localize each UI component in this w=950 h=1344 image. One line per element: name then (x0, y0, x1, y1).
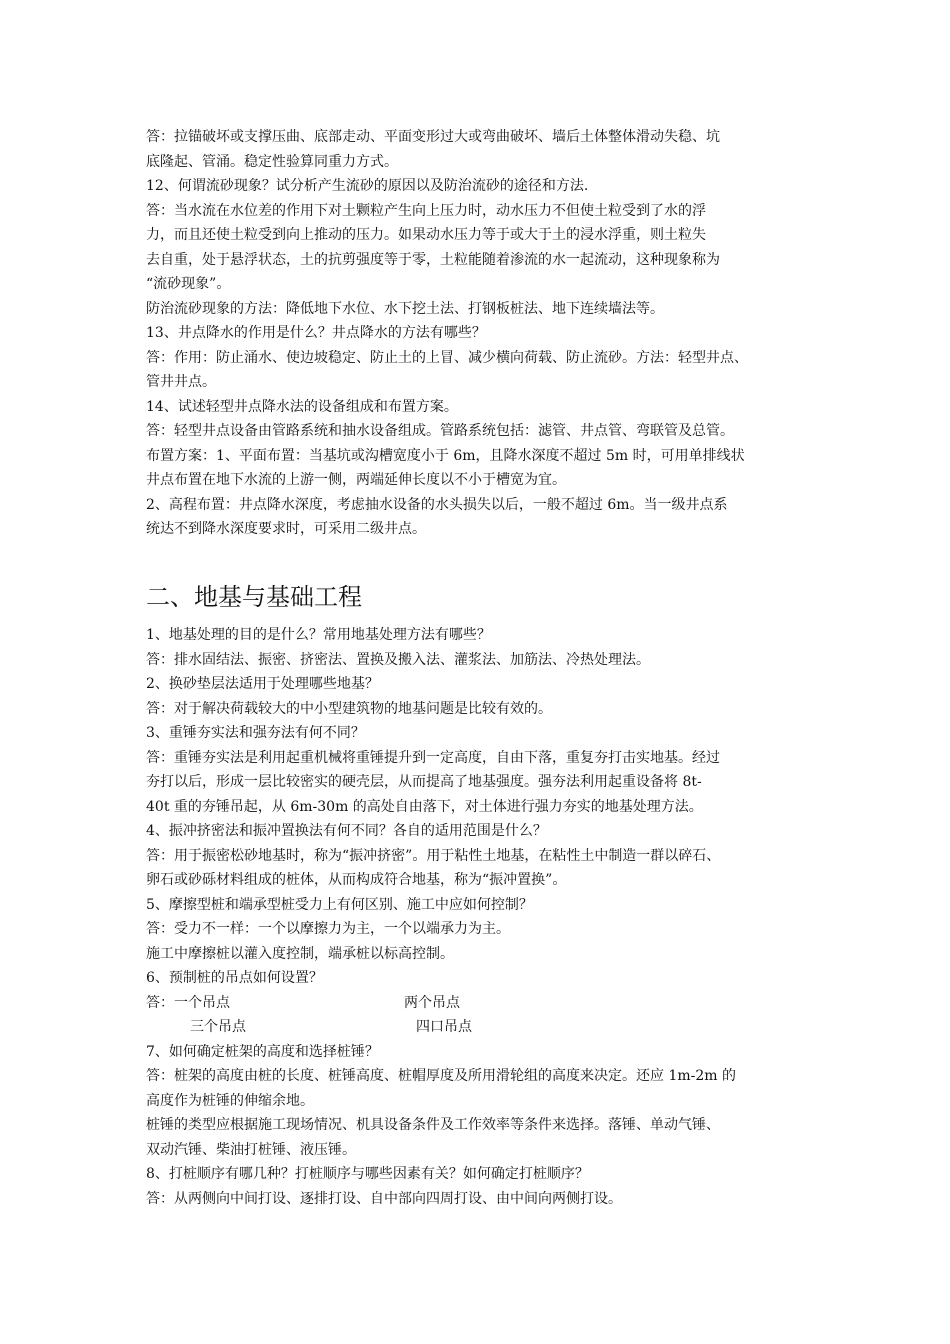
question-4: 4、振冲挤密法和振冲置换法有何不同？各自的适用范围是什么？ (146, 823, 547, 839)
question-13: 13、井点降水的作用是什么？井点降水的方法有哪些？ (146, 325, 486, 341)
question-3: 3、重锤夯实法和强夯法有何不同？ (146, 725, 365, 741)
text-line: 底隆起、管涌。稳定性验算同重力方式。 (146, 153, 398, 170)
text-line: 答：从两侧向中间打设、逐排打设、自中部向四周打设、由中间向两侧打设。 (146, 1190, 622, 1207)
text-line: “流砂现象”。 (146, 276, 231, 292)
text-line: 答：对于解决荷载较大的中小型建筑物的地基问题是比较有效的。 (146, 700, 552, 717)
text-line: 井点布置在地下水流的上游一侧，两端延伸长度以不小于槽宽为宜。 (146, 472, 566, 488)
text-line: 高度作为桩锤的伸缩余地。 (146, 1092, 314, 1109)
text-line: 答：重锤夯实法是利用起重机械将重锤提升到一定高度，自由下落，重复夯打击实地基。经过 (146, 749, 720, 766)
question-8: 8、打桩顺序有哪几种？打桩顺序与哪些因素有关？如何确定打桩顺序？ (146, 1166, 589, 1182)
text-line: 答：用于振密松砂地基时，称为“振冲挤密”。用于粘性土地基，在粘性土中制造一群以碎石、 (146, 847, 721, 864)
text-line: 答：当水流在水位差的作用下对土颗粒产生向上压力时，动水压力不但使土粒受到了水的浮 (146, 202, 706, 219)
liftpoints-row-2 (146, 1015, 814, 1040)
part1-text (146, 125, 814, 542)
text-line: 答：排水固结法、振密、挤密法、置换及搬入法、灌浆法、加筋法、冷热处理法。 (146, 651, 650, 668)
text-line: 答：受力不一样：一个以摩擦力为主，一个以端承力为主。 (146, 921, 510, 937)
liftpoint-two: 两个吊点 (404, 994, 460, 1011)
text-line: 答：作用：防止涌水、使边坡稳定、防止土的上冒、减少横向荷载、防止流砂。方法：轻型井点、 (146, 349, 748, 366)
text-line: 去自重，处于悬浮状态，土的抗剪强度等于零，土粒能随着渗流的水一起流动，这种现象称为 (146, 251, 720, 268)
liftpoint-three: 三个吊点 (190, 1019, 246, 1035)
liftpoint-one: 答：一个吊点 (146, 994, 230, 1011)
question-6: 6、预制桩的吊点如何设置？ (146, 970, 323, 986)
text-line: 布置方案：1、平面布置：当基坑或沟槽宽度小于 6m，且降水深度不超过 5m 时，可用单排线状 (146, 447, 745, 464)
text-line: 答：拉锚破坏或支撑压曲、底部走动、平面变形过大或弯曲破坏、墙后土体整体滑动失稳、坑 (146, 129, 720, 145)
question-1: 1、地基处理的目的是什么？常用地基处理方法有哪些？ (146, 627, 491, 643)
text-line: 双动汽锤、柴油打桩锤、液压锤。 (146, 1141, 356, 1158)
question-7: 7、如何确定桩架的高度和选择桩锤？ (146, 1043, 379, 1060)
text-line: 40t 重的夯锤吊起，从 6m-30m 的高处自由落下，对土体进行强力夯实的地基处理方法。 (146, 798, 703, 815)
liftpoints-row-1 (146, 991, 814, 1016)
text-line: 夯打以后，形成一层比较密实的硬壳层，从而提高了地基强度。强夯法利用起重设备将 8t- (146, 774, 702, 790)
text-line: 答：轻型井点设备由管路系统和抽水设备组成。管路系统包括：滤管、井点管、弯联管及总管。 (146, 423, 734, 439)
text-line: 统达不到降水深度要求时，可采用二级井点。 (146, 521, 426, 537)
text-line: 施工中摩擦桩以灌入度控制，端承桩以标高控制。 (146, 945, 454, 962)
liftpoint-four: 四口吊点 (416, 1019, 472, 1035)
text-line: 答：桩架的高度由桩的长度、桩锤高度、桩帽厚度及所用滑轮组的高度来决定。还应 1m-2m 的 (146, 1068, 736, 1084)
question-14: 14、试述轻型井点降水法的设备组成和布置方案。 (146, 398, 458, 415)
question-2: 2、换砂垫层法适用于处理哪些地基？ (146, 676, 379, 692)
part2-text (146, 623, 814, 1211)
section-title: 二、地基与基础工程 (146, 583, 362, 611)
question-12: 12、何谓流砂现象？试分析产生流砂的原因以及防治流砂的途径和方法. (146, 178, 589, 194)
text-line: 管井井点。 (146, 374, 216, 390)
text-line: 力，而且还使土粒受到向上推动的压力。如果动水压力等于或大于土的浸水浮重，则土粒失 (146, 227, 706, 243)
text-line: 桩锤的类型应根据施工现场情况、机具设备条件及工作效率等条件来选择。落锤、单动气锤、 (146, 1117, 720, 1133)
text-line: 卵石或砂砾材料组成的桩体，从而构成符合地基，称为“振冲置换”。 (146, 872, 567, 888)
text-line: 防治流砂现象的方法：降低地下水位、水下挖土法、打钢板桩法、地下连续墙法等。 (146, 300, 664, 317)
text-line: 2、高程布置：井点降水深度，考虑抽水设备的水头损失以后，一般不超过 6m。当一级井点系 (146, 496, 728, 513)
question-5: 5、摩擦型桩和端承型桩受力上有何区别、施工中应如何控制？ (146, 896, 533, 913)
